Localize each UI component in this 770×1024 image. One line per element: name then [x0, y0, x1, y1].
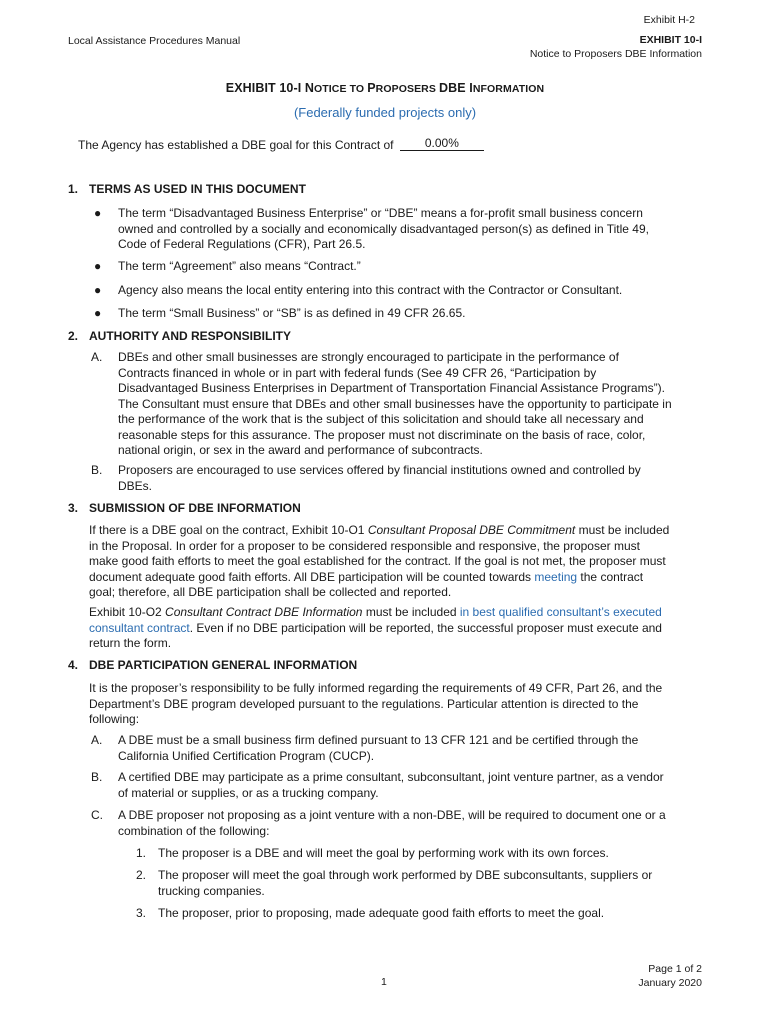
- item-letter: A.: [91, 733, 103, 747]
- exhibit-subtitle: Notice to Proposers DBE Information: [529, 48, 702, 60]
- bullet-icon: ●: [94, 206, 102, 220]
- document-subtitle: (Federally funded projects only): [293, 105, 477, 120]
- participation-intro: It is the proposer’s responsibility to be fully informed regarding the requirements of 49 CFR, Part 26, and the Department’s DBE program developed pursuant to the regulations. Particular attention is directed to the following:: [89, 681, 663, 726]
- section-3-heading: SUBMISSION OF DBE INFORMATION: [89, 501, 301, 515]
- subitem-number: 3.: [136, 906, 147, 920]
- item-letter: A.: [91, 350, 103, 364]
- section-1-number: 1.: [68, 182, 79, 196]
- term-agency-definition: Agency also means the local entity entering into this contract with the Contractor or Consultant.: [118, 283, 623, 297]
- section-1-heading: TERMS AS USED IN THIS DOCUMENT: [89, 182, 306, 196]
- submission-paragraph-2: Exhibit 10-O2 Consultant Contract DBE Information must be included in best qualified consultant’s executed consultant contract. Even if no DBE participation will be reported, the successful proposer must execute and return the form.: [89, 605, 662, 650]
- section-2-number: 2.: [68, 329, 79, 343]
- page-of-count: Page 1 of 2: [648, 963, 702, 975]
- subitem-number: 1.: [136, 846, 147, 860]
- participation-item-a: A DBE must be a small business firm defined pursuant to 13 CFR 121 and be certified through the California Unified Certification Program (CUCP).: [118, 733, 639, 763]
- page-number: 1: [381, 976, 387, 988]
- bullet-icon: ●: [94, 306, 102, 320]
- authority-paragraph-a: DBEs and other small businesses are strongly encouraged to participate in the performance of Contracts financed in whole or in part with federal funds (See 49 CFR 26, “Participation by Disadvantaged Business Enterprises in Department of Transportation Financial Assistance Programs”). The Consultant must ensure that DBEs and other small businesses have the opportunity to participate in the performance of the work that is the subject of this solicitation and should take all necessary and reasonable steps for this assurance. The proposer must not discriminate on the basis of race, color, national origin, or sex in the award and performance of subcontracts.: [118, 350, 672, 457]
- section-2-heading: AUTHORITY AND RESPONSIBILITY: [89, 329, 292, 343]
- dbe-goal-label: The Agency has established a DBE goal for this Contract of: [78, 138, 394, 152]
- section-4-heading: DBE PARTICIPATION GENERAL INFORMATION: [89, 658, 358, 672]
- submission-paragraph-1: If there is a DBE goal on the contract, Exhibit 10-O1 Consultant Proposal DBE Commitment must be included in the Proposal. In order for a proposer to be considered responsible and responsive, the proposer must make good faith efforts to meet the goal established for the contract. If the goal is not met, the proposer must document adequate good faith efforts. All DBE participation will be counted towards meeting the contract goal; therefore, all DBE participation shall be collected and reported.: [89, 523, 670, 599]
- exhibit-number: EXHIBIT 10-I: [639, 34, 702, 46]
- bullet-icon: ●: [94, 283, 102, 297]
- section-4-number: 4.: [68, 658, 79, 672]
- participation-subitem-1: The proposer is a DBE and will meet the goal by performing work with its own forces.: [158, 846, 609, 860]
- term-dbe-definition: The term “Disadvantaged Business Enterprise” or “DBE” means a for-profit small business concern owned and controlled by a socially and economically disadvantaged person(s) as defined in Title 49, Code of Federal Regulations (CFR), Part 26.5.: [118, 206, 649, 251]
- dbe-goal-value: 0.00%: [400, 137, 484, 151]
- term-small-business-definition: The term “Small Business” or “SB” is as defined in 49 CFR 26.65.: [118, 306, 466, 320]
- item-letter: B.: [91, 770, 103, 784]
- section-3-number: 3.: [68, 501, 79, 515]
- dbe-goal-statement: [78, 137, 484, 154]
- term-agreement-definition: The term “Agreement” also means “Contract.”: [118, 259, 361, 273]
- exhibit-reference: Exhibit H-2: [643, 14, 695, 26]
- authority-paragraph-b: Proposers are encouraged to use services offered by financial institutions owned and controlled by DBEs.: [118, 463, 641, 493]
- participation-item-b: A certified DBE may participate as a prime consultant, subconsultant, joint venture partner, as a vendor of material or supplies, or as a trucking company.: [118, 770, 664, 800]
- item-letter: C.: [91, 808, 103, 822]
- manual-title: Local Assistance Procedures Manual: [68, 35, 241, 47]
- item-letter: B.: [91, 463, 103, 477]
- participation-subitem-2: The proposer will meet the goal through work performed by DBE subconsultants, suppliers or trucking companies.: [158, 868, 653, 898]
- bullet-icon: ●: [94, 259, 102, 273]
- participation-item-c: A DBE proposer not proposing as a joint venture with a non-DBE, will be required to document one or a combination of the following:: [118, 808, 666, 838]
- subitem-number: 2.: [136, 868, 147, 882]
- revision-date: January 2020: [638, 977, 702, 989]
- document-title: EXHIBIT 10-I NOTICE TO PROPOSERS DBE INFORMATION: [225, 81, 545, 95]
- participation-subitem-3: The proposer, prior to proposing, made adequate good faith efforts to meet the goal.: [158, 906, 605, 920]
